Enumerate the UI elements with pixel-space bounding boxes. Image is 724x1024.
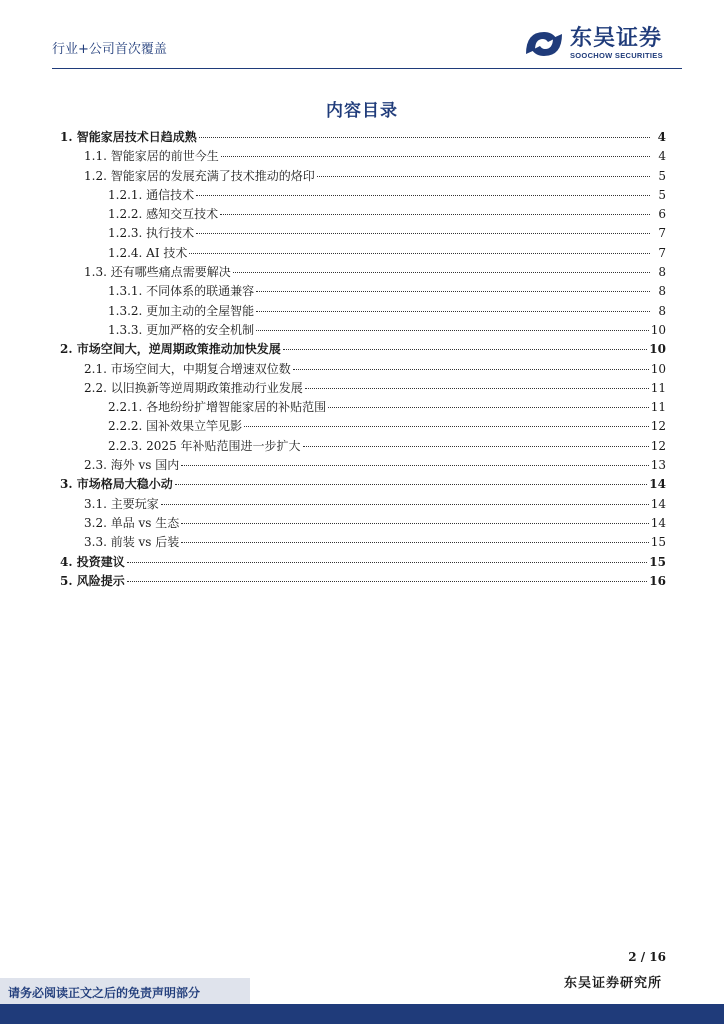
toc-entry-label: 3.1. 主要玩家 (84, 496, 159, 511)
header-divider (52, 68, 682, 69)
toc-entry-page: 10 (650, 361, 666, 376)
toc-entry-label: 1.3.1. 不同体系的联通兼容 (108, 284, 255, 299)
toc-entry[interactable] (60, 224, 666, 243)
disclaimer-notice: 请务必阅读正文之后的免责声明部分 (8, 986, 201, 1000)
toc-leader-dots (283, 349, 648, 350)
toc-entry-label: 1.3. 还有哪些痛点需要解决 (84, 265, 231, 280)
toc-entry[interactable] (60, 321, 666, 340)
toc-entry-page: 5 (658, 187, 666, 202)
toc-entry[interactable] (60, 514, 666, 533)
toc-entry[interactable] (60, 553, 666, 572)
toc-entry-label: 1. 智能家居技术日趋成熟 (60, 130, 197, 144)
toc-leader-dots (127, 562, 648, 563)
toc-entry-page: 8 (658, 303, 666, 318)
toc-leader-dots (175, 484, 648, 485)
toc-entry[interactable] (60, 533, 666, 552)
toc-entry[interactable] (60, 128, 666, 147)
toc-entry-page: 7 (658, 245, 666, 260)
toc-entry-page: 6 (658, 207, 666, 222)
toc-entry-label: 1.3.2. 更加主动的全屋智能 (108, 303, 255, 318)
toc-entry[interactable] (60, 398, 666, 417)
toc-entry-page: 14 (650, 515, 666, 530)
toc-entry-page: 13 (650, 458, 666, 473)
toc-leader-dots (328, 407, 649, 408)
toc-entry-page: 15 (649, 554, 666, 569)
toc-leader-dots (181, 465, 648, 466)
toc-leader-dots (303, 446, 649, 447)
footer-organization: 东吴证券研究所 (563, 976, 662, 991)
header-category-tag: 行业+公司首次覆盖 (52, 42, 167, 57)
toc-entry-label: 1.2.2. 感知交互技术 (108, 207, 219, 222)
toc-entry-label: 1.1. 智能家居的前世今生 (84, 149, 219, 164)
toc-entry-label: 3.3. 前装 vs 后装 (84, 535, 180, 550)
toc-entry-label: 1.2.4. AI 技术 (108, 245, 188, 260)
toc-entry-label: 3.2. 单品 vs 生态 (84, 515, 180, 530)
toc-leader-dots (196, 195, 650, 196)
toc-leader-dots (161, 504, 649, 505)
toc-entry[interactable] (60, 340, 666, 359)
toc-entry[interactable] (60, 244, 666, 263)
toc-entry-label: 2.1. 市场空间大，中期复合增速双位数 (84, 361, 291, 376)
toc-entry[interactable] (60, 360, 666, 379)
toc-entry[interactable] (60, 147, 666, 166)
toc-entry[interactable] (60, 167, 666, 186)
toc-entry-page: 5 (658, 168, 666, 183)
toc-entry-page: 14 (649, 477, 666, 492)
toc-leader-dots (181, 542, 648, 543)
toc-leader-dots (181, 523, 648, 524)
toc-entry-page: 12 (650, 438, 666, 453)
toc-entry-page: 14 (650, 496, 666, 511)
toc-entry-label: 2. 市场空间大，逆周期政策推动加快发展 (60, 342, 281, 357)
company-logo (522, 22, 682, 66)
table-of-contents (60, 128, 666, 591)
toc-entry[interactable] (60, 475, 666, 494)
toc-entry-page: 7 (658, 226, 666, 241)
toc-entry[interactable] (60, 186, 666, 205)
toc-entry[interactable] (60, 302, 666, 321)
toc-entry-page: 11 (650, 400, 666, 415)
toc-entry[interactable] (60, 205, 666, 224)
toc-leader-dots (256, 311, 650, 312)
toc-entry[interactable] (60, 379, 666, 398)
logo-chinese-name: 东吴证券 (570, 26, 663, 51)
toc-leader-dots (221, 156, 650, 157)
toc-entry-label: 4. 投资建议 (60, 554, 125, 569)
toc-leader-dots (317, 176, 650, 177)
toc-entry-label: 1.2.3. 执行技术 (108, 226, 195, 241)
toc-entry-page: 8 (658, 265, 666, 280)
footer-band (0, 1004, 724, 1024)
toc-entry[interactable] (60, 456, 666, 475)
toc-entry-label: 1.2.1. 通信技术 (108, 187, 195, 202)
toc-leader-dots (199, 137, 650, 138)
toc-entry[interactable] (60, 437, 666, 456)
toc-leader-dots (256, 330, 649, 331)
toc-entry-label: 5. 风险提示 (60, 573, 125, 588)
toc-entry-page: 16 (649, 573, 666, 588)
toc-entry-page: 10 (649, 342, 666, 357)
toc-entry-page: 8 (658, 284, 666, 299)
toc-entry-label: 2.2.2. 国补效果立竿见影 (108, 419, 243, 434)
toc-leader-dots (244, 426, 649, 427)
toc-entry-label: 1.3.3. 更加严格的安全机制 (108, 322, 255, 337)
page-number: 2 / 16 (628, 950, 666, 964)
logo-english-name: SOOCHOW SECURITIES (570, 51, 663, 60)
toc-leader-dots (256, 291, 650, 292)
toc-entry-label: 2.2. 以旧换新等逆周期政策推动行业发展 (84, 380, 303, 395)
toc-entry-page: 10 (650, 322, 666, 337)
toc-entry-label: 3. 市场格局大稳小动 (60, 477, 173, 492)
toc-leader-dots (220, 214, 650, 215)
soochow-logo-icon (522, 24, 566, 64)
toc-leader-dots (305, 388, 649, 389)
toc-entry[interactable] (60, 495, 666, 514)
toc-entry-page: 4 (657, 130, 666, 144)
toc-entry-page: 15 (650, 535, 666, 550)
toc-entry-label: 2.2.1. 各地纷纷扩增智能家居的补贴范围 (108, 400, 327, 415)
toc-entry[interactable] (60, 282, 666, 301)
toc-entry-page: 11 (650, 380, 666, 395)
toc-entry[interactable] (60, 572, 666, 591)
toc-leader-dots (127, 581, 648, 582)
toc-entry-page: 12 (650, 419, 666, 434)
toc-entry-label: 2.2.3. 2025 年补贴范围进一步扩大 (108, 438, 301, 453)
toc-leader-dots (293, 369, 649, 370)
toc-entry-page: 4 (658, 149, 666, 164)
toc-leader-dots (233, 272, 650, 273)
toc-leader-dots (189, 253, 650, 254)
toc-entry[interactable] (60, 417, 666, 436)
toc-entry[interactable] (60, 263, 666, 282)
toc-title: 内容目录 (326, 101, 398, 121)
toc-leader-dots (196, 233, 650, 234)
toc-entry-label: 1.2. 智能家居的发展充满了技术推动的烙印 (84, 168, 315, 183)
toc-entry-label: 2.3. 海外 vs 国内 (84, 458, 180, 473)
